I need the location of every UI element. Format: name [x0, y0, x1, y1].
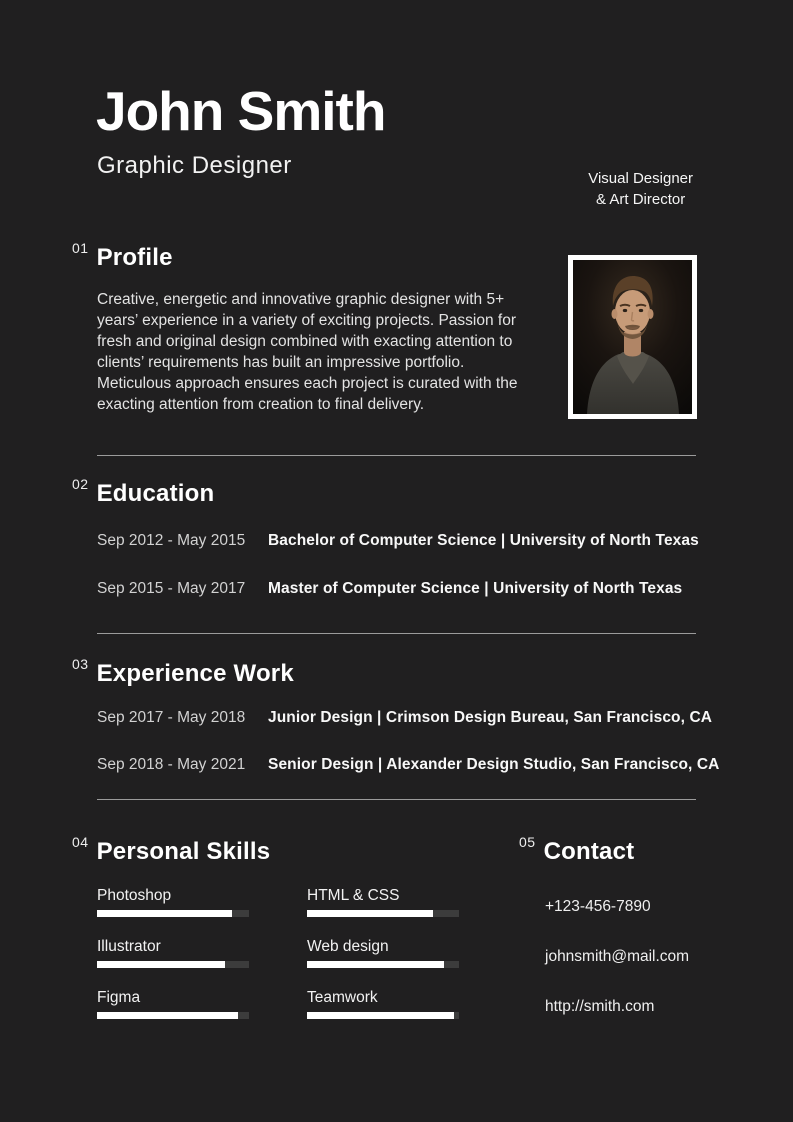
- skill-bar-fill: [307, 961, 444, 968]
- person-role: [588, 168, 693, 210]
- section-title-experience: Experience Work: [96, 660, 294, 687]
- person-title: Graphic Designer: [97, 152, 292, 179]
- portrait-photo-illustration: [573, 260, 692, 414]
- section-number-experience: 03: [72, 656, 89, 672]
- section-title-education: Education: [96, 480, 215, 507]
- skill-label: Web design: [307, 938, 389, 955]
- skill-bar-fill: [307, 910, 433, 917]
- skill-item: [97, 937, 249, 968]
- skills-column-right: [307, 886, 459, 1039]
- section-header-contact: [519, 834, 634, 866]
- contact-website: http://smith.com: [545, 998, 655, 1015]
- skill-label: Teamwork: [307, 989, 378, 1006]
- skill-bar-fill: [97, 961, 225, 968]
- person-name: John Smith: [96, 80, 386, 142]
- section-divider: [97, 455, 696, 456]
- skill-item: [307, 886, 459, 917]
- skill-item: [307, 988, 459, 1019]
- skill-bar-track: [97, 1012, 249, 1019]
- skill-item: [307, 937, 459, 968]
- skills-column-left: [97, 886, 249, 1039]
- section-number-profile: 01: [72, 240, 89, 256]
- education-entry: [97, 532, 717, 550]
- section-header-skills: [72, 834, 270, 866]
- skill-bar-track: [97, 910, 249, 917]
- skill-bar-fill: [97, 1012, 238, 1019]
- section-number-education: 02: [72, 476, 89, 492]
- education-entry: [97, 580, 717, 598]
- skill-label: Figma: [97, 989, 141, 1006]
- experience-entry: [97, 709, 717, 727]
- education-dates: Sep 2012 - May 2015: [97, 532, 246, 549]
- section-header-profile: [72, 240, 173, 272]
- skill-label: Illustrator: [97, 938, 161, 955]
- profile-summary-text: Creative, energetic and innovative graphic designer with 5+ years’ experience in a variety of exciting projects. Passion for fresh and original design combined with exacting attention to clients’ requirements has built an impressive portfolio. Meticulous approach ensures each project is curated with the exacting attention from creation to final delivery.: [97, 291, 518, 413]
- contact-list: [545, 898, 689, 1048]
- section-divider: [97, 799, 696, 800]
- experience-entry: [97, 756, 720, 774]
- skill-bar-fill: [307, 1012, 454, 1019]
- skill-label: HTML & CSS: [307, 887, 400, 904]
- section-title-skills: Personal Skills: [96, 838, 271, 865]
- experience-dates: Sep 2018 - May 2021: [97, 756, 246, 773]
- skills-grid: [97, 886, 459, 1039]
- skill-bar-track: [307, 1012, 459, 1019]
- section-divider: [97, 633, 696, 634]
- person-role-line1: Visual Designer: [588, 170, 693, 187]
- portrait-photo: [568, 255, 697, 419]
- experience-dates: Sep 2017 - May 2018: [97, 709, 246, 726]
- experience-role: Senior Design | Alexander Design Studio, San Francisco, CA: [268, 756, 720, 773]
- skill-bar-track: [97, 961, 249, 968]
- experience-role: Junior Design | Crimson Design Bureau, San Francisco, CA: [268, 709, 713, 726]
- contact-email: johnsmith@mail.com: [545, 948, 690, 965]
- section-title-profile: Profile: [96, 244, 173, 271]
- section-header-education: [72, 476, 214, 508]
- contact-phone: +123-456-7890: [545, 898, 651, 915]
- skill-item: [97, 886, 249, 917]
- skill-bar-track: [307, 910, 459, 917]
- section-title-contact: Contact: [543, 838, 635, 865]
- education-degree: Master of Computer Science | University of North Texas: [268, 580, 683, 597]
- person-role-line2: & Art Director: [596, 191, 686, 208]
- skill-label: Photoshop: [97, 887, 172, 904]
- section-number-contact: 05: [519, 834, 536, 850]
- skill-bar-track: [307, 961, 459, 968]
- section-header-experience: [72, 656, 294, 688]
- skill-item: [97, 988, 249, 1019]
- skill-bar-fill: [97, 910, 232, 917]
- education-degree: Bachelor of Computer Science | University of North Texas: [268, 532, 699, 549]
- section-number-skills: 04: [72, 834, 89, 850]
- education-dates: Sep 2015 - May 2017: [97, 580, 246, 597]
